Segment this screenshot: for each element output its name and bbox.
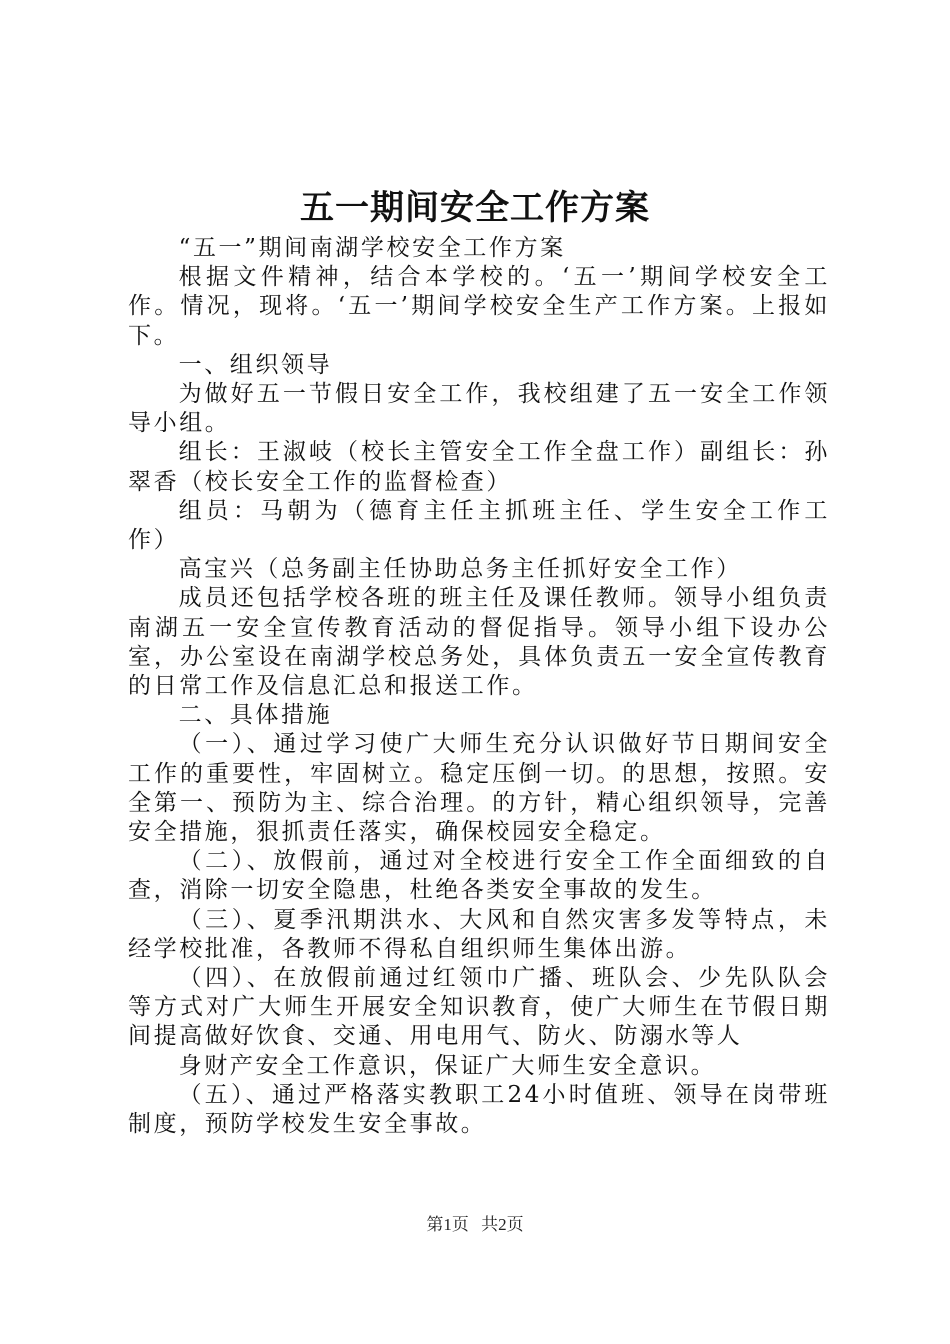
section-heading-organization: 一、组织领导 bbox=[178, 351, 333, 378]
paragraph-group-leader: 组长：王淑岐（校长主管安全工作全盘工作）副组长：孙翠香（校长安全工作的监督检查） bbox=[128, 439, 830, 495]
paragraph-measure-1: （一）、通过学习使广大师生充分认识做好节日期间安全工作的重要性，牢固树立。稳定压倒一切。的思想，按照。安全第一、预防为主、综合治理。的方针，精心组织领导，完善安全措施，狠抓责任落实，确保校园安全稳定。 bbox=[128, 731, 830, 846]
document-body bbox=[128, 234, 830, 1139]
paragraph-measure-4: （四）、在放假前通过红领巾广播、班队会、少先队队会等方式对广大师生开展安全知识教育，使广大师生在节假日期间提高做好饮食、交通、用电用气、防火、防溺水等人 bbox=[128, 965, 830, 1050]
paragraph-measure-3: （三）、夏季汛期洪水、大风和自然灾害多发等特点，未经学校批准，各教师不得私自组织师生集体出游。 bbox=[128, 906, 830, 962]
paragraph-group-member-2: 高宝兴（总务副主任协助总务主任抓好安全工作） bbox=[178, 556, 742, 583]
page-number-current: 第1页 bbox=[426, 1215, 469, 1234]
page-footer bbox=[0, 1214, 950, 1236]
page-number-total: 共2页 bbox=[481, 1215, 524, 1234]
paragraph-subtitle: “五一”期间南湖学校安全工作方案 bbox=[178, 235, 566, 261]
paragraph-measure-4-continued: 身财产安全工作意识，保证广大师生安全意识。 bbox=[178, 1052, 717, 1079]
paragraph-intro: 根据文件精神，结合本学校的。‘五一’期间学校安全工作。情况，现将。‘五一’期间学校安全生产工作方案。上报如下。 bbox=[128, 264, 830, 349]
document-title: 五一期间安全工作方案 bbox=[300, 188, 650, 228]
section-heading-measures: 二、具体措施 bbox=[178, 702, 333, 729]
paragraph-members-duties: 成员还包括学校各班的班主任及课任教师。领导小组负责南湖五一安全宣传教育活动的督促指导。领导小组下设办公室，办公室设在南湖学校总务处，具体负责五一安全宣传教育的日常工作及信息汇总和报送工作。 bbox=[128, 585, 830, 700]
paragraph-measure-2: （二）、放假前，通过对全校进行安全工作全面细致的自查，消除一切安全隐患，杜绝各类安全事故的发生。 bbox=[128, 848, 830, 904]
paragraph-measure-5: （五）、通过严格落实教职工24小时值班、领导在岗带班制度，预防学校发生安全事故。 bbox=[128, 1081, 830, 1138]
paragraph-leadership-group: 为做好五一节假日安全工作，我校组建了五一安全工作领导小组。 bbox=[128, 381, 830, 437]
paragraph-group-member: 组员：马朝为（德育主任主抓班主任、学生安全工作工作） bbox=[128, 497, 830, 554]
